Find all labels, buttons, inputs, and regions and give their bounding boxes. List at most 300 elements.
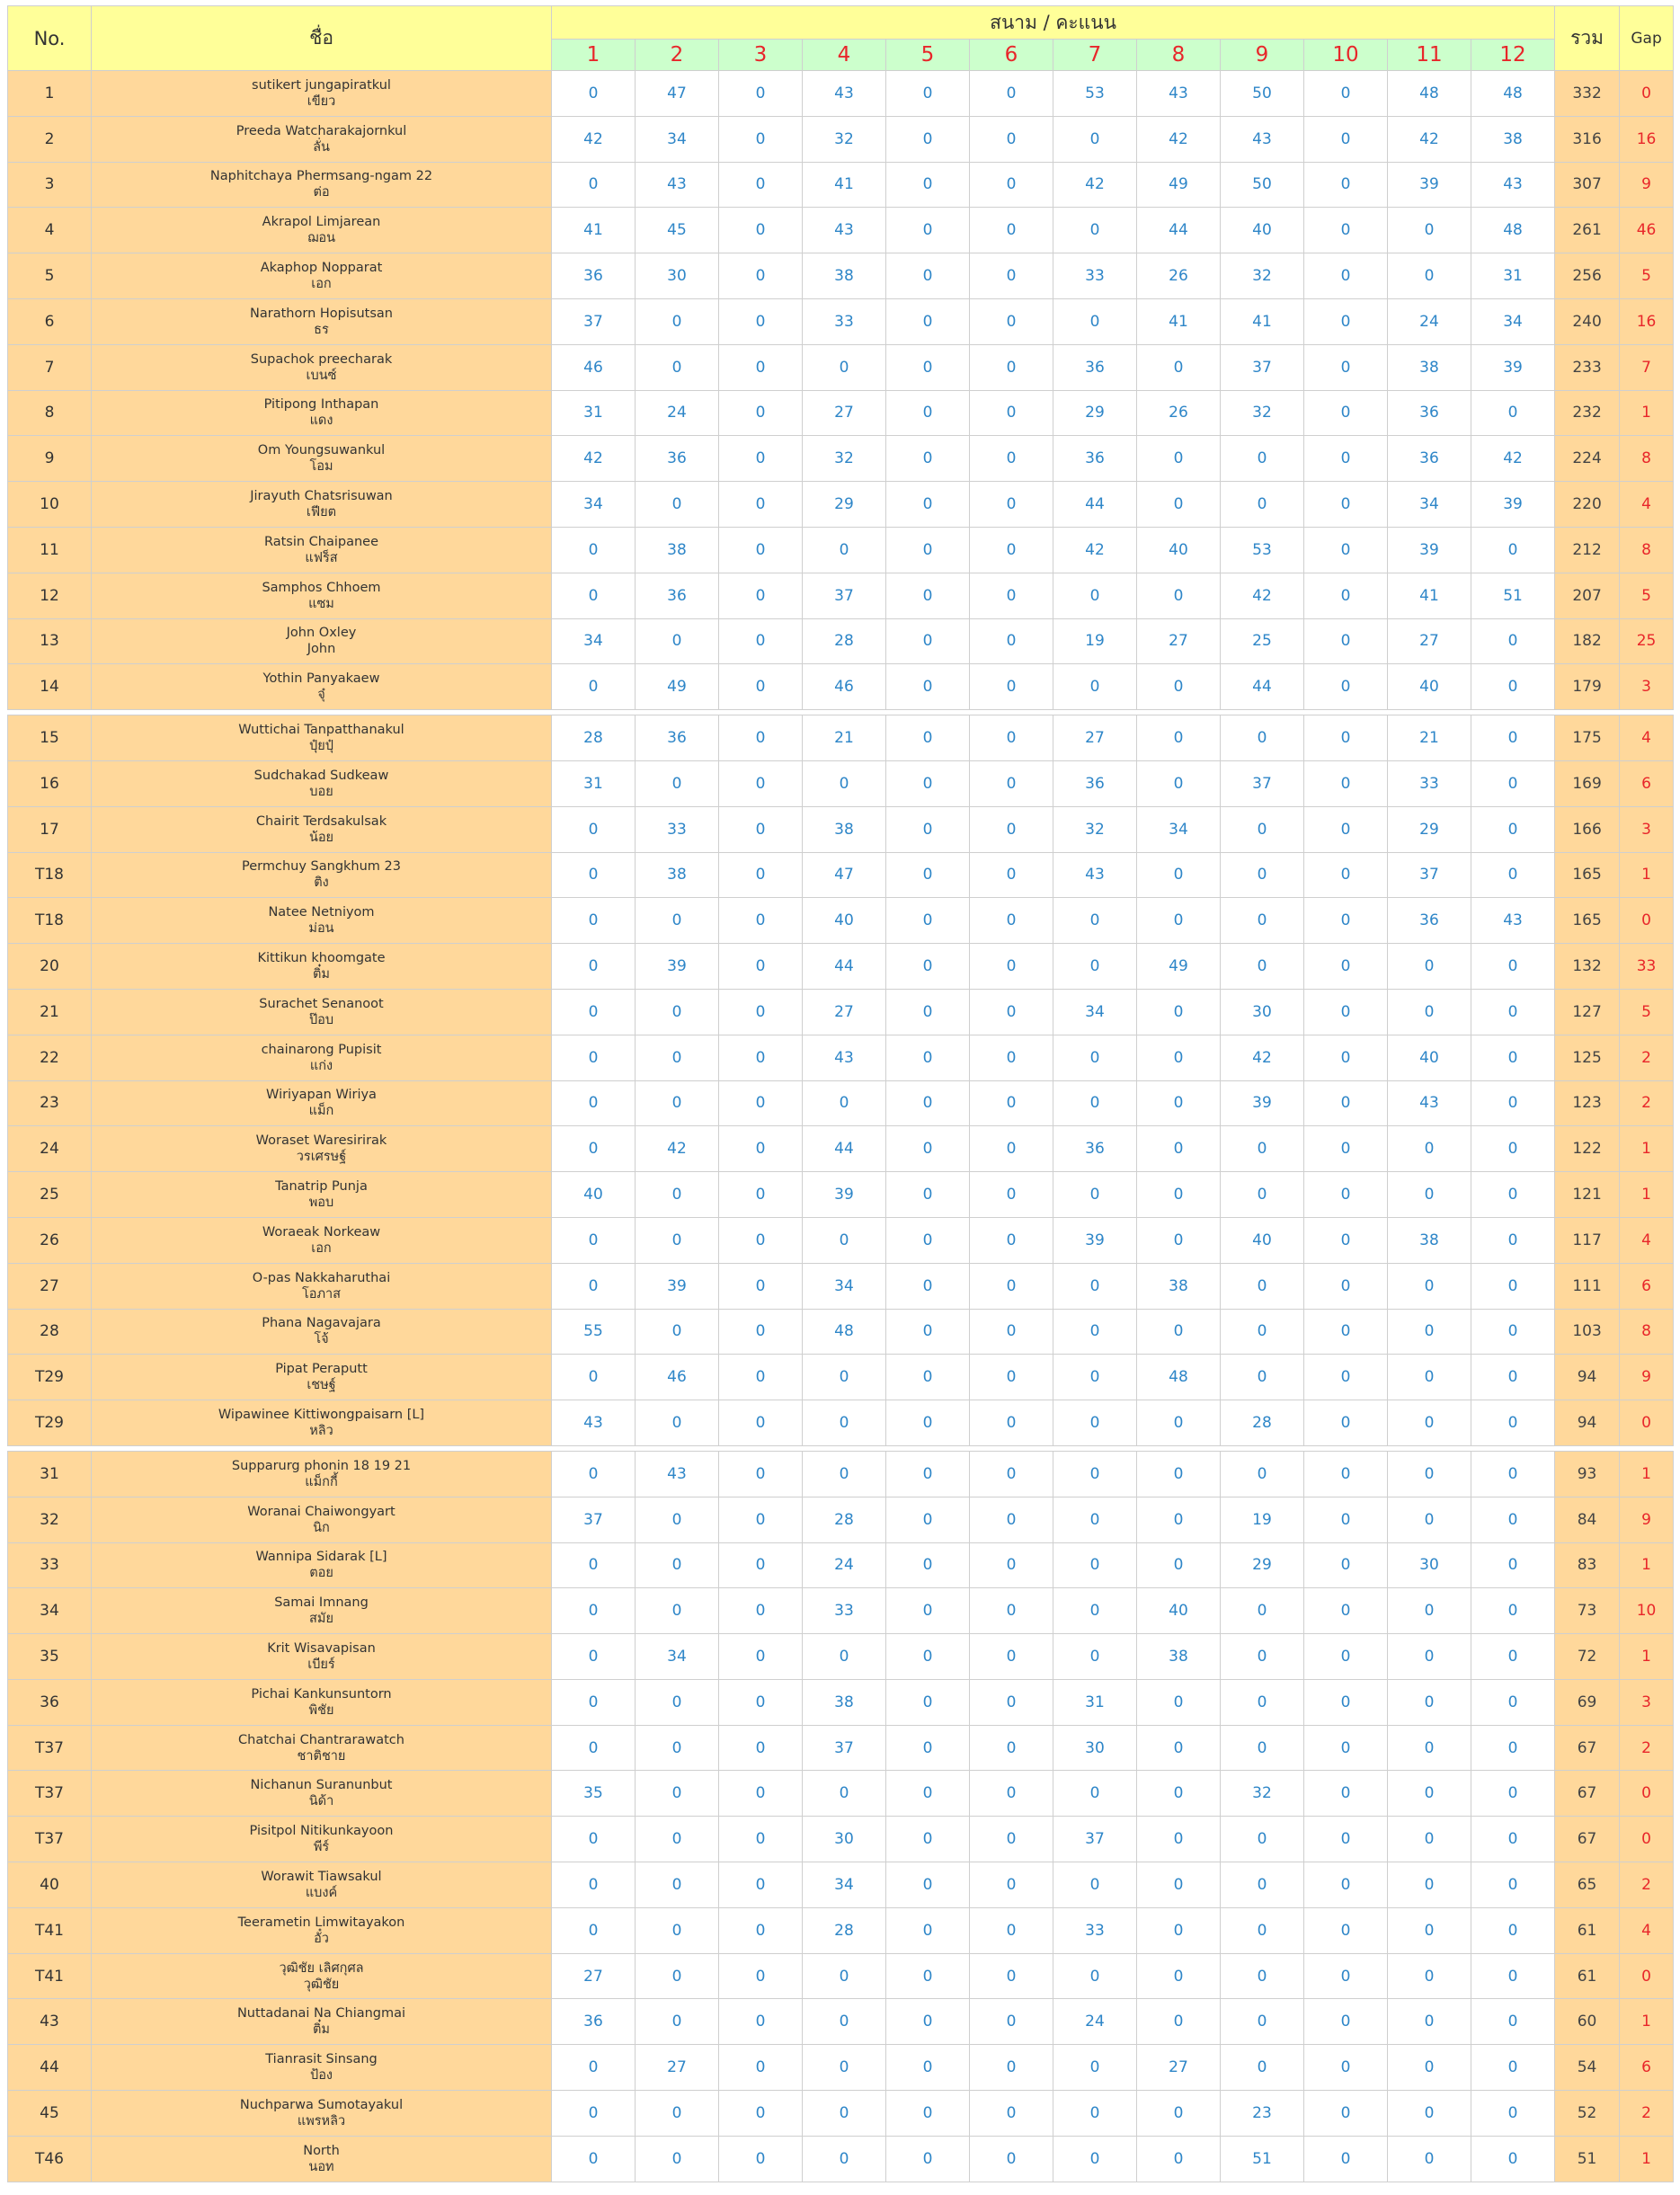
- score-cell-field-12: 0: [1471, 1725, 1555, 1771]
- total-cell: 117: [1555, 1217, 1620, 1263]
- player-cell: [92, 1679, 552, 1725]
- player-name: John Oxley: [286, 626, 357, 641]
- score-cell-field-6: 0: [970, 1263, 1053, 1309]
- score-cell-field-9: 0: [1221, 944, 1304, 990]
- player-name: Tianrasit Sinsang: [265, 2052, 378, 2067]
- table-row: [8, 898, 1674, 944]
- player-cell: [92, 1217, 552, 1263]
- score-cell-field-7: 0: [1053, 664, 1137, 710]
- score-cell-field-4: 46: [803, 664, 886, 710]
- score-cell-field-11: 0: [1388, 1400, 1471, 1446]
- score-cell-field-7: 43: [1053, 852, 1137, 898]
- score-cell-field-11: 0: [1388, 1862, 1471, 1908]
- score-cell-field-12: 0: [1471, 1862, 1555, 1908]
- score-cell-field-12: 0: [1471, 390, 1555, 436]
- table-row: [8, 664, 1674, 710]
- score-cell-field-9: 44: [1221, 664, 1304, 710]
- score-cell-field-12: 0: [1471, 1497, 1555, 1542]
- score-cell-field-8: 0: [1137, 989, 1221, 1035]
- total-cell: 67: [1555, 1771, 1620, 1817]
- score-cell-field-1: 0: [552, 1542, 636, 1588]
- score-cell-field-1: 37: [552, 298, 636, 344]
- total-cell: 93: [1555, 1451, 1620, 1497]
- score-cell-field-3: 0: [719, 436, 803, 482]
- score-cell-field-12: 0: [1471, 1451, 1555, 1497]
- player-cell: [92, 1999, 552, 2045]
- score-cell-field-10: 0: [1304, 2136, 1388, 2182]
- rank-cell: 32: [8, 1497, 92, 1542]
- player-name: Nuchparwa Sumotayakul: [239, 2097, 404, 2112]
- table-row: [8, 852, 1674, 898]
- field-number-8: 8: [1137, 40, 1221, 71]
- score-cell-field-9: 0: [1221, 1634, 1304, 1680]
- player-cell: [92, 618, 552, 664]
- score-cell-field-4: 0: [803, 1953, 886, 1999]
- score-cell-field-5: 0: [886, 2136, 970, 2182]
- score-cell-field-10: 0: [1304, 806, 1388, 852]
- score-cell-field-12: 0: [1471, 715, 1555, 761]
- score-cell-field-8: 26: [1137, 253, 1221, 299]
- score-cell-field-6: 0: [970, 1999, 1053, 2045]
- score-cell-field-10: 0: [1304, 1355, 1388, 1400]
- score-cell-field-3: 0: [719, 1035, 803, 1080]
- player-name: Wiriyapan Wiriya: [266, 1088, 377, 1103]
- score-cell-field-6: 0: [970, 1542, 1053, 1588]
- score-cell-field-4: 47: [803, 852, 886, 898]
- rank-cell: 34: [8, 1588, 92, 1634]
- score-cell-field-8: 44: [1137, 208, 1221, 253]
- score-cell-field-8: 38: [1137, 1634, 1221, 1680]
- total-cell: 127: [1555, 989, 1620, 1035]
- score-cell-field-11: 40: [1388, 664, 1471, 710]
- score-cell-field-5: 0: [886, 1400, 970, 1446]
- gap-cell: 4: [1620, 482, 1674, 528]
- score-cell-field-11: 0: [1388, 989, 1471, 1035]
- rank-cell: 20: [8, 944, 92, 990]
- score-cell-field-4: 0: [803, 1355, 886, 1400]
- score-cell-field-10: 0: [1304, 618, 1388, 664]
- score-cell-field-4: 32: [803, 436, 886, 482]
- player-cell: [92, 1035, 552, 1080]
- score-cell-field-10: 0: [1304, 1725, 1388, 1771]
- score-cell-field-12: 0: [1471, 1035, 1555, 1080]
- total-cell: 73: [1555, 1588, 1620, 1634]
- score-cell-field-1: 0: [552, 2136, 636, 2182]
- score-cell-field-3: 0: [719, 298, 803, 344]
- player-nickname: บอย: [309, 784, 333, 799]
- rank-cell: 4: [8, 208, 92, 253]
- player-name: Woranai Chaiwongyart: [247, 1504, 396, 1519]
- score-cell-field-2: 0: [636, 482, 719, 528]
- score-cell-field-1: 35: [552, 1771, 636, 1817]
- score-cell-field-2: 0: [636, 1679, 719, 1725]
- score-cell-field-4: 29: [803, 482, 886, 528]
- gap-cell: 8: [1620, 1309, 1674, 1355]
- player-cell: [92, 1725, 552, 1771]
- score-cell-field-8: 0: [1137, 1542, 1221, 1588]
- score-cell-field-8: 0: [1137, 436, 1221, 482]
- score-cell-field-12: 0: [1471, 2091, 1555, 2137]
- score-cell-field-4: 30: [803, 1817, 886, 1862]
- score-cell-field-11: 0: [1388, 1771, 1471, 1817]
- gap-cell: 0: [1620, 1953, 1674, 1999]
- score-cell-field-11: 0: [1388, 1451, 1471, 1497]
- score-cell-field-6: 0: [970, 1862, 1053, 1908]
- player-name: Krit Wisavapisan: [267, 1640, 376, 1656]
- player-nickname: เบนซ์: [306, 368, 337, 383]
- score-cell-field-6: 0: [970, 390, 1053, 436]
- score-cell-field-5: 0: [886, 482, 970, 528]
- player-nickname: เชษฐ์: [307, 1378, 336, 1393]
- player-nickname: ชาติชาย: [297, 1748, 346, 1764]
- score-cell-field-6: 0: [970, 1771, 1053, 1817]
- player-nickname: John: [307, 642, 336, 657]
- score-cell-field-9: 37: [1221, 344, 1304, 390]
- score-cell-field-7: 24: [1053, 1999, 1137, 2045]
- score-cell-field-4: 38: [803, 806, 886, 852]
- score-cell-field-11: 0: [1388, 1172, 1471, 1218]
- player-nickname: ป๊อบ: [308, 1012, 334, 1027]
- score-cell-field-10: 0: [1304, 1035, 1388, 1080]
- score-cell-field-12: 0: [1471, 2045, 1555, 2091]
- score-cell-field-1: 34: [552, 482, 636, 528]
- score-cell-field-9: 40: [1221, 208, 1304, 253]
- score-cell-field-9: 0: [1221, 1817, 1304, 1862]
- score-cell-field-2: 0: [636, 1953, 719, 1999]
- rank-cell: T29: [8, 1400, 92, 1446]
- score-cell-field-5: 0: [886, 116, 970, 162]
- player-name: Woraset Waresirirak: [255, 1133, 387, 1149]
- total-cell: 61: [1555, 1953, 1620, 1999]
- score-cell-field-3: 0: [719, 1999, 803, 2045]
- score-cell-field-5: 0: [886, 1817, 970, 1862]
- score-cell-field-5: 0: [886, 664, 970, 710]
- score-cell-field-1: 0: [552, 806, 636, 852]
- total-cell: 72: [1555, 1634, 1620, 1680]
- score-cell-field-3: 0: [719, 1771, 803, 1817]
- score-cell-field-2: 0: [636, 1817, 719, 1862]
- score-cell-field-1: 0: [552, 1355, 636, 1400]
- score-cell-field-9: 19: [1221, 1497, 1304, 1542]
- score-cell-field-10: 0: [1304, 1080, 1388, 1126]
- player-nickname: นิด้า: [308, 1794, 334, 1809]
- score-cell-field-2: 0: [636, 1771, 719, 1817]
- score-cell-field-8: 27: [1137, 2045, 1221, 2091]
- score-cell-field-7: 0: [1053, 1588, 1137, 1634]
- player-nickname: แซม: [308, 596, 334, 611]
- player-nickname: โอม: [309, 459, 333, 475]
- score-cell-field-12: 0: [1471, 944, 1555, 990]
- field-number-7: 7: [1053, 40, 1137, 71]
- score-cell-field-3: 0: [719, 1588, 803, 1634]
- score-cell-field-5: 0: [886, 162, 970, 208]
- score-cell-field-1: 37: [552, 1497, 636, 1542]
- score-cell-field-4: 43: [803, 208, 886, 253]
- score-cell-field-4: 43: [803, 1035, 886, 1080]
- gap-cell: 1: [1620, 1634, 1674, 1680]
- score-cell-field-11: 0: [1388, 1309, 1471, 1355]
- score-cell-field-2: 0: [636, 1400, 719, 1446]
- field-number-9: 9: [1221, 40, 1304, 71]
- table-row: [8, 1451, 1674, 1497]
- table-row: [8, 1497, 1674, 1542]
- score-cell-field-1: 43: [552, 1400, 636, 1446]
- rank-cell: 6: [8, 298, 92, 344]
- score-cell-field-7: 19: [1053, 618, 1137, 664]
- rank-cell: T37: [8, 1771, 92, 1817]
- score-cell-field-5: 0: [886, 298, 970, 344]
- score-cell-field-8: 0: [1137, 664, 1221, 710]
- score-cell-field-7: 36: [1053, 760, 1137, 806]
- score-cell-field-3: 0: [719, 2045, 803, 2091]
- total-cell: 224: [1555, 436, 1620, 482]
- player-name: Ratsin Chaipanee: [263, 534, 379, 549]
- score-cell-field-7: 0: [1053, 1400, 1137, 1446]
- score-cell-field-9: 30: [1221, 989, 1304, 1035]
- score-cell-field-2: 42: [636, 1126, 719, 1172]
- player-cell: [92, 208, 552, 253]
- score-cell-field-3: 0: [719, 715, 803, 761]
- score-cell-field-3: 0: [719, 1400, 803, 1446]
- player-name: Supachok preecharak: [250, 351, 393, 367]
- score-cell-field-2: 0: [636, 898, 719, 944]
- player-cell: [92, 1355, 552, 1400]
- total-cell: 256: [1555, 253, 1620, 299]
- score-cell-field-3: 0: [719, 253, 803, 299]
- player-nickname: เฟียต: [306, 505, 337, 520]
- score-cell-field-8: 0: [1137, 1771, 1221, 1817]
- player-name: Pitipong Inthapan: [263, 397, 379, 413]
- score-cell-field-11: 0: [1388, 2045, 1471, 2091]
- score-cell-field-10: 0: [1304, 1263, 1388, 1309]
- table-row: [8, 989, 1674, 1035]
- score-cell-field-12: 0: [1471, 1817, 1555, 1862]
- field-number-2: 2: [636, 40, 719, 71]
- rank-cell: 2: [8, 116, 92, 162]
- player-name: chainarong Pupisit: [261, 1042, 382, 1057]
- score-cell-field-2: 0: [636, 1309, 719, 1355]
- score-cell-field-6: 0: [970, 1309, 1053, 1355]
- score-cell-field-4: 40: [803, 898, 886, 944]
- score-cell-field-12: 0: [1471, 852, 1555, 898]
- table-row: [8, 162, 1674, 208]
- table-row: [8, 1035, 1674, 1080]
- score-cell-field-10: 0: [1304, 1588, 1388, 1634]
- player-name: Samai Imnang: [274, 1595, 369, 1611]
- score-cell-field-2: 0: [636, 1080, 719, 1126]
- player-cell: [92, 898, 552, 944]
- score-cell-field-10: 0: [1304, 344, 1388, 390]
- table-row: [8, 1634, 1674, 1680]
- score-cell-field-1: 40: [552, 1172, 636, 1218]
- player-cell: [92, 162, 552, 208]
- player-cell: [92, 527, 552, 573]
- score-cell-field-5: 0: [886, 1907, 970, 1953]
- score-rows: [8, 71, 1674, 2182]
- score-cell-field-4: 37: [803, 573, 886, 618]
- score-cell-field-4: 39: [803, 1172, 886, 1218]
- gap-cell: 1: [1620, 1542, 1674, 1588]
- column-header-name: ชื่อ: [92, 6, 552, 71]
- gap-cell: 5: [1620, 989, 1674, 1035]
- score-cell-field-2: 0: [636, 989, 719, 1035]
- player-name: Teerametin Limwitayakon: [237, 1915, 405, 1930]
- score-cell-field-4: 24: [803, 1542, 886, 1588]
- player-cell: [92, 1263, 552, 1309]
- player-cell: [92, 715, 552, 761]
- score-cell-field-2: 0: [636, 1172, 719, 1218]
- score-cell-field-5: 0: [886, 1588, 970, 1634]
- score-cell-field-11: 48: [1388, 71, 1471, 117]
- score-cell-field-1: 0: [552, 1634, 636, 1680]
- score-cell-field-4: 33: [803, 298, 886, 344]
- rank-cell: T37: [8, 1817, 92, 1862]
- total-cell: 125: [1555, 1035, 1620, 1080]
- gap-cell: 9: [1620, 1355, 1674, 1400]
- score-cell-field-7: 36: [1053, 1126, 1137, 1172]
- score-cell-field-6: 0: [970, 1588, 1053, 1634]
- score-cell-field-4: 33: [803, 1588, 886, 1634]
- table-row: [8, 2045, 1674, 2091]
- score-cell-field-11: 0: [1388, 1497, 1471, 1542]
- field-number-3: 3: [719, 40, 803, 71]
- score-cell-field-7: 0: [1053, 208, 1137, 253]
- score-cell-field-10: 0: [1304, 1634, 1388, 1680]
- leaderboard: [7, 5, 1673, 2182]
- score-cell-field-5: 0: [886, 715, 970, 761]
- score-cell-field-8: 49: [1137, 944, 1221, 990]
- player-nickname: แฟร็ส: [305, 550, 338, 565]
- score-cell-field-7: 0: [1053, 1771, 1137, 1817]
- score-cell-field-2: 0: [636, 1907, 719, 1953]
- score-cell-field-3: 0: [719, 1725, 803, 1771]
- score-cell-field-9: 0: [1221, 1953, 1304, 1999]
- score-cell-field-2: 38: [636, 852, 719, 898]
- score-cell-field-12: 0: [1471, 1953, 1555, 1999]
- score-cell-field-4: 0: [803, 2136, 886, 2182]
- total-cell: 240: [1555, 298, 1620, 344]
- player-cell: [92, 2091, 552, 2137]
- score-cell-field-2: 39: [636, 944, 719, 990]
- score-cell-field-8: 0: [1137, 852, 1221, 898]
- score-cell-field-12: 0: [1471, 1217, 1555, 1263]
- score-cell-field-7: 33: [1053, 1907, 1137, 1953]
- score-cell-field-1: 0: [552, 1862, 636, 1908]
- score-cell-field-8: 0: [1137, 2091, 1221, 2137]
- score-cell-field-12: 0: [1471, 1771, 1555, 1817]
- score-cell-field-4: 41: [803, 162, 886, 208]
- rank-cell: 27: [8, 1263, 92, 1309]
- score-cell-field-11: 0: [1388, 253, 1471, 299]
- score-cell-field-11: 0: [1388, 1907, 1471, 1953]
- score-cell-field-3: 0: [719, 1263, 803, 1309]
- score-cell-field-9: 41: [1221, 298, 1304, 344]
- score-cell-field-7: 0: [1053, 2136, 1137, 2182]
- score-cell-field-3: 0: [719, 1542, 803, 1588]
- score-cell-field-3: 0: [719, 527, 803, 573]
- score-cell-field-1: 0: [552, 1080, 636, 1126]
- gap-cell: 33: [1620, 944, 1674, 990]
- score-cell-field-2: 0: [636, 1035, 719, 1080]
- score-cell-field-5: 0: [886, 1679, 970, 1725]
- score-cell-field-6: 0: [970, 253, 1053, 299]
- score-cell-field-11: 0: [1388, 1588, 1471, 1634]
- player-cell: [92, 1634, 552, 1680]
- score-cell-field-1: 0: [552, 573, 636, 618]
- score-cell-field-4: 43: [803, 71, 886, 117]
- score-cell-field-7: 29: [1053, 390, 1137, 436]
- score-cell-field-10: 0: [1304, 436, 1388, 482]
- score-cell-field-3: 0: [719, 898, 803, 944]
- gap-cell: 7: [1620, 344, 1674, 390]
- score-cell-field-7: 0: [1053, 1451, 1137, 1497]
- gap-cell: 6: [1620, 1263, 1674, 1309]
- score-cell-field-9: 0: [1221, 1588, 1304, 1634]
- score-cell-field-4: 38: [803, 1679, 886, 1725]
- player-nickname: ม่อน: [308, 921, 334, 937]
- score-cell-field-3: 0: [719, 1817, 803, 1862]
- player-nickname: แดง: [309, 413, 333, 429]
- score-cell-field-4: 0: [803, 1451, 886, 1497]
- score-cell-field-3: 0: [719, 852, 803, 898]
- player-name: Narathorn Hopisutsan: [250, 306, 393, 321]
- score-cell-field-1: 0: [552, 1679, 636, 1725]
- rank-cell: 24: [8, 1126, 92, 1172]
- score-cell-field-1: 0: [552, 852, 636, 898]
- player-name: Om Youngsuwankul: [257, 443, 386, 458]
- score-cell-field-12: 0: [1471, 1400, 1555, 1446]
- gap-cell: 25: [1620, 618, 1674, 664]
- score-cell-field-3: 0: [719, 1907, 803, 1953]
- score-cell-field-6: 0: [970, 1451, 1053, 1497]
- score-cell-field-4: 0: [803, 344, 886, 390]
- rank-cell: 8: [8, 390, 92, 436]
- score-cell-field-5: 0: [886, 1451, 970, 1497]
- player-name: Nuttadanai Na Chiangmai: [236, 2006, 406, 2022]
- score-cell-field-4: 28: [803, 1497, 886, 1542]
- total-cell: 111: [1555, 1263, 1620, 1309]
- score-cell-field-2: 0: [636, 1542, 719, 1588]
- table-row: [8, 1679, 1674, 1725]
- score-cell-field-6: 0: [970, 715, 1053, 761]
- total-cell: 165: [1555, 852, 1620, 898]
- score-cell-field-10: 0: [1304, 944, 1388, 990]
- score-cell-field-4: 44: [803, 944, 886, 990]
- score-cell-field-10: 0: [1304, 852, 1388, 898]
- score-cell-field-11: 0: [1388, 1953, 1471, 1999]
- score-cell-field-5: 0: [886, 989, 970, 1035]
- score-cell-field-10: 0: [1304, 1679, 1388, 1725]
- score-cell-field-9: 42: [1221, 1035, 1304, 1080]
- score-cell-field-2: 0: [636, 1217, 719, 1263]
- score-cell-field-7: 31: [1053, 1679, 1137, 1725]
- table-row: [8, 2091, 1674, 2137]
- player-nickname: แพรหลิว: [297, 2113, 346, 2128]
- rank-cell: 22: [8, 1035, 92, 1080]
- total-cell: 84: [1555, 1497, 1620, 1542]
- score-cell-field-10: 0: [1304, 1862, 1388, 1908]
- score-cell-field-8: 0: [1137, 1080, 1221, 1126]
- score-cell-field-1: 0: [552, 2045, 636, 2091]
- score-cell-field-1: 0: [552, 1217, 636, 1263]
- score-cell-field-7: 33: [1053, 253, 1137, 299]
- score-cell-field-2: 0: [636, 618, 719, 664]
- score-cell-field-1: 0: [552, 1126, 636, 1172]
- score-cell-field-8: 0: [1137, 1451, 1221, 1497]
- player-cell: [92, 1817, 552, 1862]
- score-cell-field-11: 37: [1388, 852, 1471, 898]
- table-row: [8, 1817, 1674, 1862]
